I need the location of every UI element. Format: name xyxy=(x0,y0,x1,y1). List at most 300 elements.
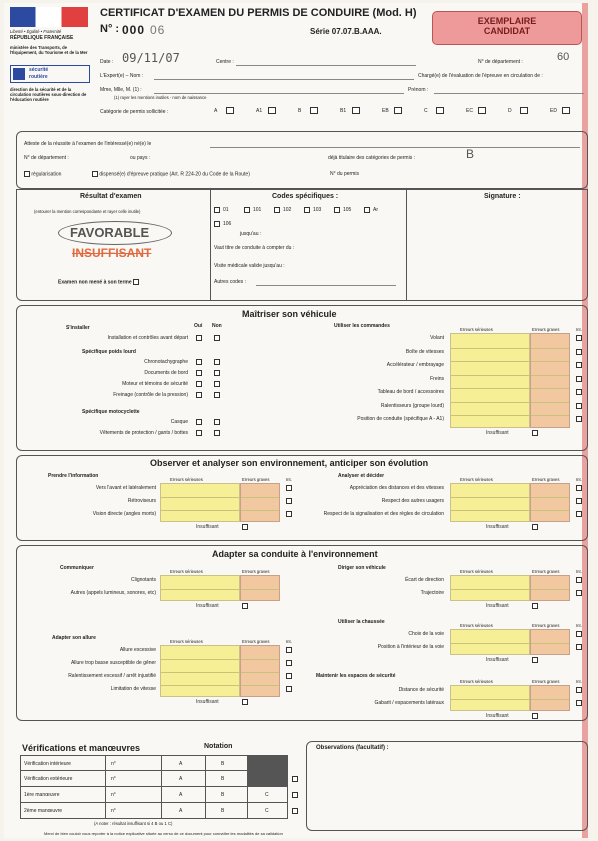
cell-divider xyxy=(105,771,106,786)
favorable-label[interactable]: FAVORABLE xyxy=(70,225,150,240)
poids-lourd-heading: Spécifique poids lourd xyxy=(82,349,136,355)
criterion-label: Vêtements de protection / gants / bottes xyxy=(99,430,188,436)
grid-line xyxy=(451,643,529,644)
erreurs-serieuses-label: Erreurs sérieuses xyxy=(460,623,493,628)
mme-note: (1) rayer les mentions inutiles - nom de naissance xyxy=(114,95,207,100)
chaussee-heading: Utiliser la chaussée xyxy=(338,619,385,625)
motto: Liberté • Égalité • Fraternité xyxy=(10,29,62,34)
erreurs-graves-grid[interactable] xyxy=(530,483,570,522)
erreurs-graves-grid[interactable] xyxy=(530,685,570,711)
int-checkbox[interactable] xyxy=(286,647,292,653)
grid-line xyxy=(451,361,529,362)
categories-row xyxy=(214,107,584,117)
erreurs-graves-label: Erreurs graves xyxy=(532,569,560,574)
notation-b[interactable]: B xyxy=(221,808,225,814)
prenom-label: Prénom : xyxy=(408,87,429,93)
int-checkbox[interactable] xyxy=(576,687,582,693)
info-heading: Prendre l'information xyxy=(48,473,99,479)
non-mene-checkbox[interactable] xyxy=(133,279,139,285)
insuffisant-checkbox[interactable] xyxy=(242,699,248,705)
erreurs-serieuses-grid[interactable] xyxy=(450,575,530,601)
cell-divider xyxy=(205,771,206,786)
autres-label: Autres codes : xyxy=(214,279,246,285)
criterion-label: Moteur et témoins de sécurité xyxy=(122,381,188,387)
non-checkbox[interactable] xyxy=(214,419,220,425)
s1-content xyxy=(16,305,588,451)
int-checkbox[interactable] xyxy=(576,362,582,368)
code-label: 105 xyxy=(343,207,352,213)
criterion-label: Rétroviseurs xyxy=(127,498,156,504)
grid-line xyxy=(531,415,569,416)
category-label: A xyxy=(214,108,218,114)
cell-divider xyxy=(247,787,248,802)
erreurs-serieuses-label: Erreurs sérieuses xyxy=(170,569,203,574)
exemplaire-stamp: EXEMPLAIRE CANDIDAT xyxy=(432,11,582,45)
category-checkbox[interactable] xyxy=(310,107,318,114)
criterion-label: Ralentisseurs (groupe lourd) xyxy=(380,402,444,409)
atteste-line[interactable] xyxy=(210,147,580,148)
code-checkbox[interactable] xyxy=(364,207,370,213)
criterion-label: Accélérateur / embrayage xyxy=(386,362,444,368)
int-checkbox[interactable] xyxy=(286,673,292,679)
code-label: Ar xyxy=(373,207,378,213)
erreurs-graves-label: Erreurs graves xyxy=(532,327,560,332)
criterion-label: Ralentissement excessif / arrêt injustifié xyxy=(68,673,156,679)
non-checkbox[interactable] xyxy=(214,430,220,436)
grid-line xyxy=(451,589,529,590)
criterion-label: Vision directe (angles morts) xyxy=(92,511,156,517)
erreurs-graves-grid[interactable] xyxy=(240,575,280,601)
criterion-label: Boîte de vitesses xyxy=(405,348,444,355)
notation-a[interactable]: A xyxy=(179,792,183,798)
erreurs-graves-grid[interactable] xyxy=(530,575,570,601)
grid-line xyxy=(531,643,569,644)
grid-line xyxy=(241,672,279,673)
verif-row-label: Vérification extérieure xyxy=(24,776,73,782)
section-adapter-title: Adapter sa conduite à l'environnement xyxy=(212,549,378,559)
mme-line[interactable] xyxy=(154,93,404,94)
int-checkbox[interactable] xyxy=(292,792,298,798)
code-label: 103 xyxy=(313,207,322,213)
installer-heading: S'installer xyxy=(66,325,90,331)
autres-line[interactable] xyxy=(256,285,396,286)
erreurs-graves-label: Erreurs graves xyxy=(242,477,270,482)
ministry-label: ministère des Transports, de l'Équipement, du Tourisme et de la Mer xyxy=(10,45,88,55)
verif-n-label: n° xyxy=(111,808,116,814)
cell-divider xyxy=(247,803,248,818)
serie-label: Série 07.07.B.AAA. xyxy=(310,27,382,36)
int-checkbox[interactable] xyxy=(286,498,292,504)
code-checkbox[interactable] xyxy=(244,207,250,213)
insuffisant-label[interactable]: INSUFFISANT xyxy=(72,246,152,260)
charge-label: Chargé(e) de l'évaluation de l'épreuve en circulation de : xyxy=(418,73,543,79)
code-checkbox[interactable] xyxy=(274,207,280,213)
int-checkbox[interactable] xyxy=(576,335,582,341)
category-checkbox[interactable] xyxy=(520,107,528,114)
securite-icon xyxy=(13,68,25,80)
erreurs-serieuses-label: Erreurs sérieuses xyxy=(460,679,493,684)
category-label: B xyxy=(298,108,302,114)
grid-line xyxy=(241,589,279,590)
grid-line xyxy=(241,510,279,511)
insuffisant-label: Insuffisant xyxy=(486,429,509,436)
moto-heading: Spécifique motocyclette xyxy=(82,409,140,415)
int-checkbox[interactable] xyxy=(576,644,582,650)
verif-row xyxy=(20,803,288,819)
int-checkbox[interactable] xyxy=(576,590,582,596)
notation-a[interactable]: A xyxy=(179,761,183,767)
dept-label: N° de département : xyxy=(478,59,523,65)
grid-line xyxy=(451,699,529,700)
insuffisant-checkbox[interactable] xyxy=(242,524,248,530)
int-checkbox[interactable] xyxy=(576,376,582,382)
category-checkbox[interactable] xyxy=(268,107,276,114)
non-label: Non xyxy=(212,323,222,329)
erreurs-serieuses-label: Erreurs sérieuses xyxy=(460,569,493,574)
grid-line xyxy=(451,348,529,349)
insuffisant-label: Insuffisant xyxy=(196,524,219,530)
erreurs-graves-label: Erreurs graves xyxy=(532,623,560,628)
visite-label: Visite médicale valide jusqu'au : xyxy=(214,263,285,269)
date-value[interactable]: 09/11/07 xyxy=(122,51,180,65)
cell-divider xyxy=(105,787,106,802)
erreurs-serieuses-grid[interactable] xyxy=(160,645,240,697)
insuffisant-label: Insuffisant xyxy=(486,657,509,663)
criterion-label: Clignotants xyxy=(130,577,156,583)
regularisation-checkbox[interactable] xyxy=(24,171,30,177)
notation-label: Notation xyxy=(204,743,233,750)
int-checkbox[interactable] xyxy=(286,511,292,517)
criterion-label: Écart de direction xyxy=(405,577,444,583)
grid-line xyxy=(161,672,239,673)
code-label: 101 xyxy=(253,207,262,213)
oui-checkbox[interactable] xyxy=(196,392,202,398)
erreurs-graves-label: Erreurs graves xyxy=(242,569,270,574)
number-value: 000 xyxy=(122,23,146,37)
category-checkbox[interactable] xyxy=(478,107,486,114)
prenom-line[interactable] xyxy=(434,93,584,94)
divider xyxy=(406,189,407,301)
titre-label: Vaut titre de conduite à compter du : xyxy=(214,245,295,251)
int-label: Int. xyxy=(286,639,292,644)
int-checkbox[interactable] xyxy=(286,485,292,491)
securite-routiere-logo: sécurité routière xyxy=(10,65,90,83)
grid-line xyxy=(531,348,569,349)
notation-c-disabled xyxy=(248,771,288,786)
grid-line xyxy=(531,375,569,376)
verif-note: (A noter : résultat insuffisant si 4 B ou 1 C) xyxy=(94,821,173,826)
atteste-pays: ou pays : xyxy=(130,155,151,161)
notation-c[interactable]: C xyxy=(265,808,269,814)
verif-row-label: 2ème manœuvre xyxy=(24,808,63,814)
criterion-label: Freins xyxy=(430,375,444,382)
int-checkbox[interactable] xyxy=(576,403,582,409)
cell-divider xyxy=(161,803,162,818)
int-checkbox[interactable] xyxy=(576,349,582,355)
codes-title: Codes spécifiques : xyxy=(272,193,339,200)
verif-title: Vérifications et manœuvres xyxy=(22,743,141,753)
category-label: B1 xyxy=(340,108,347,114)
insuffisant-checkbox[interactable] xyxy=(532,603,538,609)
numero-label: N° du permis xyxy=(330,171,359,177)
erreurs-serieuses-grid[interactable] xyxy=(450,483,530,522)
cell-divider xyxy=(105,803,106,818)
insuffisant-label: Insuffisant xyxy=(486,713,509,719)
grid-line xyxy=(161,589,239,590)
oui-checkbox[interactable] xyxy=(196,381,202,387)
category-label: ED xyxy=(550,108,557,114)
notation-b[interactable]: B xyxy=(221,761,225,767)
criterion-label: Volant xyxy=(430,335,444,341)
erreurs-graves-grid[interactable] xyxy=(530,629,570,655)
category-checkbox[interactable] xyxy=(226,107,234,114)
criterion-label: Autres (appels lumineux, sonores, etc) xyxy=(70,590,156,596)
int-label: Int. xyxy=(576,623,582,628)
grid-line xyxy=(451,497,529,498)
cell-divider xyxy=(205,756,206,771)
code-checkbox[interactable] xyxy=(304,207,310,213)
erreurs-graves-grid[interactable] xyxy=(240,483,280,522)
criterion-label: Appréciation des distances et des vitesses xyxy=(349,485,444,491)
erreurs-serieuses-grid[interactable] xyxy=(160,575,240,601)
non-checkbox[interactable] xyxy=(214,392,220,398)
category-label: C xyxy=(424,108,428,114)
non-checkbox[interactable] xyxy=(214,335,220,341)
int-checkbox[interactable] xyxy=(576,511,582,517)
signature-label: Signature : xyxy=(484,193,521,200)
criterion-label: Casque xyxy=(170,419,188,425)
dispense-checkbox[interactable] xyxy=(92,171,98,177)
criterion-label: Position de conduite (spécifique A - A1) xyxy=(357,416,444,422)
insuffisant-checkbox[interactable] xyxy=(532,430,538,436)
category-checkbox[interactable] xyxy=(352,107,360,114)
observations-label: Observations (facultatif) : xyxy=(316,745,389,751)
section-observer-title: Observer et analyser son environnement, anticiper son évolution xyxy=(150,458,429,468)
expert-label: L'Expert(e) – Nom : xyxy=(100,73,144,79)
grid-line xyxy=(531,699,569,700)
footer-note: Merci de bien vouloir vous reporter à la notice explicative située au verso de ce document pour connaître les modalités de sa validation xyxy=(44,831,283,836)
analyser-heading: Analyser et décider xyxy=(338,473,385,479)
int-checkbox[interactable] xyxy=(576,389,582,395)
erreurs-serieuses-label: Erreurs sérieuses xyxy=(460,477,493,482)
verif-row xyxy=(20,787,288,803)
grid-line xyxy=(531,497,569,498)
oui-checkbox[interactable] xyxy=(196,370,202,376)
criterion-label: Documents de bord xyxy=(144,370,188,376)
erreurs-serieuses-label: Erreurs sérieuses xyxy=(170,477,203,482)
date-label: Date : xyxy=(100,59,114,65)
code-label: 106 xyxy=(223,221,232,227)
grid-line xyxy=(451,402,529,403)
insuffisant-label: Insuffisant xyxy=(486,524,509,530)
notation-a[interactable]: A xyxy=(179,776,183,782)
notation-a[interactable]: A xyxy=(179,808,183,814)
notation-b[interactable]: B xyxy=(221,776,225,782)
int-checkbox[interactable] xyxy=(286,686,292,692)
expert-line[interactable] xyxy=(154,79,414,80)
oui-checkbox[interactable] xyxy=(196,430,202,436)
categorie-label: Catégorie de permis sollicitée : xyxy=(100,109,169,115)
notation-c[interactable]: C xyxy=(265,792,269,798)
s3-content xyxy=(16,545,588,721)
oui-label: Oui xyxy=(194,323,203,329)
certificate-page xyxy=(4,3,588,838)
notation-c-disabled xyxy=(248,756,288,771)
erreurs-serieuses-grid[interactable] xyxy=(160,483,240,522)
allure-heading: Adapter son allure xyxy=(52,635,96,641)
int-checkbox[interactable] xyxy=(576,631,582,637)
category-label: EB xyxy=(382,108,389,114)
int-checkbox[interactable] xyxy=(292,776,298,782)
grid-line xyxy=(531,589,569,590)
insuffisant-checkbox[interactable] xyxy=(242,603,248,609)
verif-row xyxy=(20,771,288,787)
oui-checkbox[interactable] xyxy=(196,335,202,341)
int-label: Int. xyxy=(576,477,582,482)
grid-line xyxy=(531,510,569,511)
grid-line xyxy=(161,510,239,511)
erreurs-graves-label: Erreurs graves xyxy=(242,639,270,644)
code-checkbox[interactable] xyxy=(214,207,220,213)
cell-divider xyxy=(161,771,162,786)
dept-value[interactable]: 60 xyxy=(557,51,570,63)
non-checkbox[interactable] xyxy=(214,359,220,365)
erreurs-serieuses-label: Erreurs sérieuses xyxy=(170,639,203,644)
mme-label: Mme, Mlle, M. (1) : xyxy=(100,87,142,93)
cell-divider xyxy=(205,803,206,818)
criterion-label: Trajectoire xyxy=(420,590,444,596)
grid-line xyxy=(531,361,569,362)
cell-divider xyxy=(161,787,162,802)
grid-line xyxy=(451,415,529,416)
criterion-label: Allure excessive xyxy=(119,647,156,653)
category-checkbox[interactable] xyxy=(436,107,444,114)
criterion-label: Gabarit / espacements latéraux xyxy=(374,700,444,706)
erreurs-serieuses-grid[interactable] xyxy=(450,685,530,711)
category-checkbox[interactable] xyxy=(394,107,402,114)
criterion-label: Vers l'avant et latéralement xyxy=(95,485,156,491)
criterion-label: Installation et contrôles avant départ xyxy=(107,335,188,341)
resultat-note: (entourer la mention correspondante et rayer celle inutile) xyxy=(34,209,141,214)
category-label: A1 xyxy=(256,108,263,114)
criterion-label: Freinage (contrôle de la pression) xyxy=(113,392,188,398)
non-mene-row[interactable]: Examen non mené à son terme xyxy=(58,279,139,285)
codes-row xyxy=(214,207,406,227)
cell-divider xyxy=(105,756,106,771)
criterion-label: Chronotachygraphe xyxy=(144,359,188,365)
criterion-label: Limitation de vitesse xyxy=(110,686,156,692)
erreurs-graves-grid[interactable] xyxy=(240,645,280,697)
erreurs-serieuses-grid[interactable] xyxy=(450,333,530,428)
regularisation-row[interactable]: régularisation xyxy=(24,171,61,177)
int-label: Int. xyxy=(576,679,582,684)
code-label: 102 xyxy=(283,207,292,213)
insuffisant-label: Insuffisant xyxy=(486,603,509,609)
oui-checkbox[interactable] xyxy=(196,359,202,365)
s2-content xyxy=(16,455,588,541)
jusquau-label: jusqu'au : xyxy=(240,231,262,237)
republic-label: RÉPUBLIQUE FRANÇAISE xyxy=(10,35,74,41)
verif-n-label: n° xyxy=(111,776,116,782)
notation-b[interactable]: B xyxy=(221,792,225,798)
marianne-logo xyxy=(10,7,88,27)
grid-line xyxy=(531,388,569,389)
int-checkbox[interactable] xyxy=(576,577,582,583)
int-label: Int. xyxy=(576,569,582,574)
atteste-box xyxy=(16,131,588,189)
grid-line xyxy=(161,659,239,660)
criterion-label: Respect de la signalisation et des règles de circulation xyxy=(323,511,444,517)
erreurs-serieuses-grid[interactable] xyxy=(450,629,530,655)
erreurs-graves-label: Erreurs graves xyxy=(532,679,560,684)
insuffisant-checkbox[interactable] xyxy=(532,524,538,530)
centre-line[interactable] xyxy=(236,65,416,66)
criterion-label: Respect des autres usagers xyxy=(381,498,444,504)
verif-table xyxy=(20,755,288,819)
code-checkbox[interactable] xyxy=(214,221,220,227)
insuffisant-checkbox[interactable] xyxy=(532,657,538,663)
verif-n-label: n° xyxy=(111,792,116,798)
verif-row-label: 1ère manœuvre xyxy=(24,792,60,798)
titulaire-value[interactable]: B xyxy=(466,147,475,161)
certificate-title: CERTIFICAT D'EXAMEN DU PERMIS DE CONDUIRE (Mod. H) xyxy=(100,7,417,19)
atteste-dept: N° de département : xyxy=(24,155,69,161)
criterion-label: Choix de la voie xyxy=(408,631,444,637)
number-label: N° : xyxy=(100,23,120,35)
espaces-heading: Maintenir les espaces de sécurité xyxy=(316,673,396,679)
number-suffix: 06 xyxy=(150,23,166,37)
verif-row-label: Vérification intérieure xyxy=(24,761,71,767)
non-checkbox[interactable] xyxy=(214,370,220,376)
criterion-label: Tableau de bord / accessoires xyxy=(377,389,444,395)
int-checkbox[interactable] xyxy=(576,485,582,491)
insuffisant-checkbox[interactable] xyxy=(532,713,538,719)
dispense-row[interactable]: dispensé(e) d'épreuve pratique (Art. R 224-20 du Code de la Route) xyxy=(92,171,250,177)
category-label: D xyxy=(508,108,512,114)
grid-line xyxy=(241,659,279,660)
centre-label: Centre : xyxy=(216,59,234,65)
int-label: Int. xyxy=(576,327,582,332)
int-checkbox[interactable] xyxy=(292,808,298,814)
int-checkbox[interactable] xyxy=(576,700,582,706)
cell-divider xyxy=(205,787,206,802)
category-checkbox[interactable] xyxy=(562,107,570,114)
erreurs-graves-grid[interactable] xyxy=(530,333,570,428)
grid-line xyxy=(161,497,239,498)
section-maitriser-title: Maîtriser son véhicule xyxy=(242,309,337,319)
code-label: 01 xyxy=(223,207,229,213)
cell-divider xyxy=(161,756,162,771)
oui-checkbox[interactable] xyxy=(196,419,202,425)
int-label: Int. xyxy=(286,477,292,482)
non-checkbox[interactable] xyxy=(214,381,220,387)
grid-line xyxy=(451,388,529,389)
int-checkbox[interactable] xyxy=(286,660,292,666)
int-checkbox[interactable] xyxy=(576,498,582,504)
atteste-line1: Atteste de la réussite à l'examen de l'intéressé(e) né(e) le xyxy=(24,141,152,147)
atteste-titulaire: déjà titulaire des catégories de permis : xyxy=(328,155,415,161)
insuffisant-label: Insuffisant xyxy=(196,699,219,705)
int-checkbox[interactable] xyxy=(576,416,582,422)
divider xyxy=(210,189,211,301)
insuffisant-label: Insuffisant xyxy=(196,603,219,609)
grid-line xyxy=(161,685,239,686)
erreurs-serieuses-label: Erreurs sérieuses xyxy=(460,327,493,332)
commandes-heading: Utiliser les commandes xyxy=(334,323,390,329)
code-checkbox[interactable] xyxy=(334,207,340,213)
criterion-label: Allure trop basse susceptible de gêner xyxy=(70,660,156,666)
communiquer-heading: Communiquer xyxy=(60,565,94,571)
